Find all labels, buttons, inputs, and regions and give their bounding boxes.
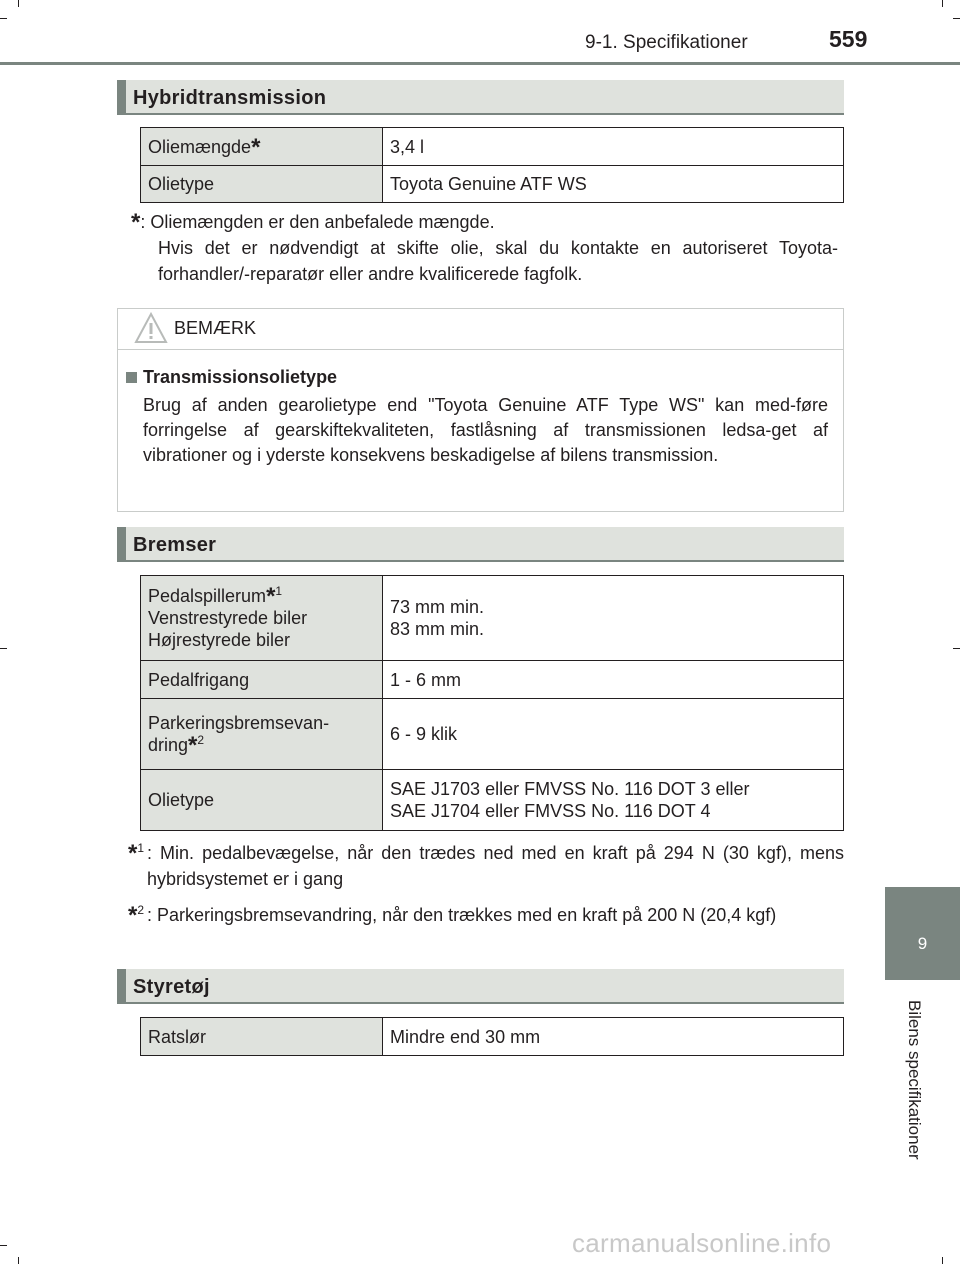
crop-mark [18, 0, 19, 7]
table-row [141, 128, 844, 166]
crop-mark [0, 18, 7, 19]
caution-text: Brug af anden gearolietype end "Toyota Genuine ATF Type WS" kan med-føre forringelse af gearskiftekvaliteten, fastlåsning af transmissionen ledsa-get af vibrationer og i yderste konsekvens beskadigelse af bilens transmission. [143, 395, 828, 465]
footnote-brakes-2: *$^2$ : Parkeringsbremsevandring, når den trækkes med en kraft på 200 N (20,4 kgf) [128, 902, 844, 958]
footnote-hybrid [131, 209, 844, 299]
chapter-number: 9 [917, 934, 928, 953]
spec-value: Toyota Genuine ATF WS [383, 166, 844, 203]
steering-spec-table [140, 1017, 844, 1056]
spec-key: Pedalspillerum*$^1$ Venstrestyrede biler Højrestyrede biler [141, 576, 383, 661]
footnote-line: : Oliemængden er den anbefalede mængde. [140, 212, 495, 232]
watermark: carmanualsonline.info [572, 1228, 832, 1258]
footnote-text: : Min. pedalbevægelse, når den trædes ned med en kraft på 294 N (30 kgf), mens hybridsystemet er i gang [147, 843, 844, 889]
spec-value: SAE J1703 eller FMVSS No. 116 DOT 3 eller SAE J1704 eller FMVSS No. 116 DOT 4 [383, 770, 844, 831]
table-row [141, 699, 844, 770]
spec-value: 6 - 9 klik [383, 699, 844, 770]
bullet-square [126, 372, 137, 383]
spec-key: Ratslør [141, 1018, 383, 1056]
footnote-text: Hvis det er nødvendigt at skifte olie, skal du kontakte en autoriseret Toyota-forhandler/-reparatør eller andre kvalificerede fagfolk. [158, 238, 838, 284]
spec-key: Olietype [141, 770, 383, 831]
heading-bar [117, 969, 126, 1002]
caution-box [117, 308, 844, 512]
chapter-label: Bilens specifikationer [905, 1000, 924, 1160]
heading-bar [117, 527, 126, 560]
header-section-title: 9-1. Specifikationer [585, 32, 748, 53]
caution-label: BEMÆRK [174, 318, 257, 338]
footnote-mark: * [131, 209, 141, 236]
table-row [141, 166, 844, 203]
spec-value: 1 - 6 mm [383, 661, 844, 699]
spec-value: 73 mm min. 83 mm min. [383, 576, 844, 661]
crop-mark [942, 1257, 943, 1264]
section-title: Styretøj [133, 976, 210, 998]
caution-header [118, 309, 843, 350]
crop-mark [0, 648, 7, 649]
crop-mark [942, 0, 943, 7]
crop-mark [953, 648, 960, 649]
heading-bar [117, 80, 126, 113]
section-heading-steering [117, 969, 844, 1004]
table-row [141, 770, 844, 831]
section-heading-hybrid [117, 80, 844, 115]
spec-key: Pedalfrigang [141, 661, 383, 699]
header-divider [0, 62, 960, 65]
chapter-tab[interactable] [885, 887, 960, 980]
section-title: Bremser [133, 534, 217, 556]
hybrid-spec-table [140, 127, 844, 203]
page-number: 559 [829, 26, 868, 52]
crop-mark [18, 1257, 19, 1264]
footnote-brakes-1: *$^1$ : Min. pedalbevægelse, når den trædes ned med en kraft på 294 N (30 kgf), mens hybridsystemet er i gang [128, 840, 844, 896]
footnote-mark: * [128, 902, 138, 929]
crop-mark [953, 18, 960, 19]
section-title: Hybridtransmission [133, 87, 327, 109]
spec-value: Mindre end 30 mm [383, 1018, 844, 1056]
caution-subtitle: Transmissionsolietype [126, 367, 337, 388]
warning-icon [134, 312, 168, 344]
footnote-mark: * [128, 840, 138, 867]
spec-key: Parkeringsbremsevan- dring*$^2$ [141, 699, 383, 770]
crop-mark [0, 1245, 7, 1246]
brakes-spec-table [140, 575, 844, 831]
table-row [141, 576, 844, 661]
spec-value: 3,4 l [383, 128, 844, 166]
spec-key: Olietype [141, 166, 383, 203]
spec-key: Oliemængde* [141, 128, 383, 166]
table-row [141, 661, 844, 699]
footnote-text: : Parkeringsbremsevandring, når den trækkes med en kraft på 200 N (20,4 kgf) [147, 905, 777, 925]
section-heading-brakes [117, 527, 844, 562]
table-row [141, 1018, 844, 1056]
